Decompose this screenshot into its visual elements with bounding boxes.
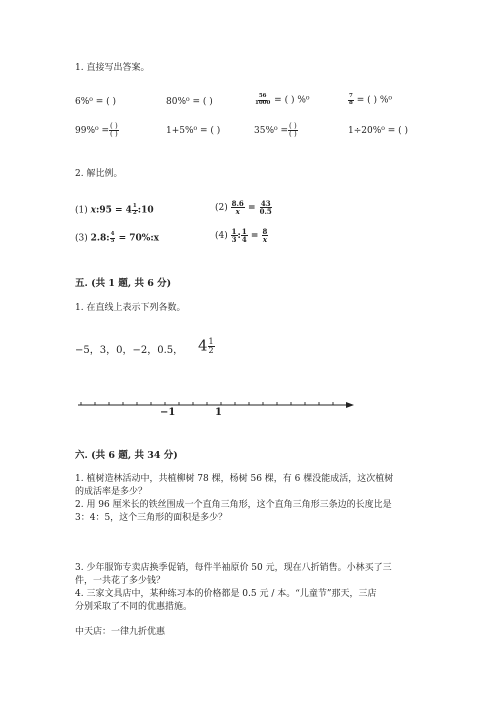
sec6-q3-line2: 件，一共花了多少钱？ [75, 576, 166, 586]
q1-r2-c1: 99%⁰ = $\frac{( )}{( )}$ [75, 122, 118, 138]
sec5-q1: 1. 在直线上表示下列各数。 [75, 303, 186, 313]
q1-r2-c4: 1÷20%⁰ = ( ) [348, 126, 409, 136]
sec6-q1-line1: 1. 植树造林活动中，共植柳树 78 棵，杨树 56 棵，有 6 棵没能成活，这次植树 [75, 474, 394, 484]
sec6-q2-line1: 2. 用 96 厘米长的铁丝围成一个直角三角形，这个直角三角形三条边的长度比是 [75, 500, 392, 510]
sec6-q4-line3: 中天店：一律九折优惠 [75, 627, 166, 637]
sec6-q3-line1: 3. 少年服饰专卖店换季促销，每件半袖原价 50 元，现在八折销售。小林买了三 [75, 563, 392, 573]
q2-item-2: (2) $\frac{8.6}{x}$ = $\frac{43}{0.5}$ [215, 199, 272, 216]
numline-label-neg1: −1 [160, 407, 176, 418]
q2-item-4: (4) $\frac{1}{3}$ : $\frac{1}{4}$ = $\frac{8}{x}$ [215, 227, 268, 244]
sec5-heading: 五. (共 1 题, 共 6 分) [75, 278, 172, 289]
q1-r1-c2: 80%⁰ = ( ) [166, 97, 213, 107]
sec6-q1-line2: 的成活率是多少？ [75, 487, 148, 497]
sec5-numbers: −5，3，0，−2，0.5， [75, 345, 184, 356]
numline-arrow [346, 402, 354, 408]
sec6-q2-line2: 3：4：5，这个三角形的面积是多少？ [75, 513, 228, 523]
q2-item-3: (3) 2.8: $\frac{4}{5}$ = 70%:x [75, 231, 160, 244]
q1-r2-c3: 35%⁰ = $\frac{( )}{( )}$ [254, 122, 297, 138]
numline-label-1: 1 [215, 407, 222, 418]
q2-item-1: (1) x:95 = 4 $\frac{1}{2}$ :10 [75, 203, 154, 216]
q1-r1-c1: 6%⁰ = ( ) [75, 97, 117, 107]
q1-r2-c2: 1+5%⁰ = ( ) [166, 126, 221, 136]
sec6-heading: 六. (共 6 题, 共 34 分) [75, 450, 178, 461]
sec6-q4-line1: 4. 三家文具店中，某种练习本的价格都是 0.5 元 / 本。“儿童节”那天，三店 [75, 589, 377, 599]
sec5-mixed-number: 4 $\frac{1}{2}$ [198, 336, 214, 355]
q1-r1-c3: $\frac{56}{1000}$ = ( ) %⁰ [255, 93, 310, 106]
q2-title: 2. 解比例。 [75, 169, 123, 179]
sec6-q4-line2: 分别采取了不同的优惠措施。 [75, 602, 193, 612]
q1-title: 1. 直接写出答案。 [75, 63, 150, 73]
q1-r1-c4: $\frac{7}{8}$ = ( ) %⁰ [349, 93, 392, 106]
